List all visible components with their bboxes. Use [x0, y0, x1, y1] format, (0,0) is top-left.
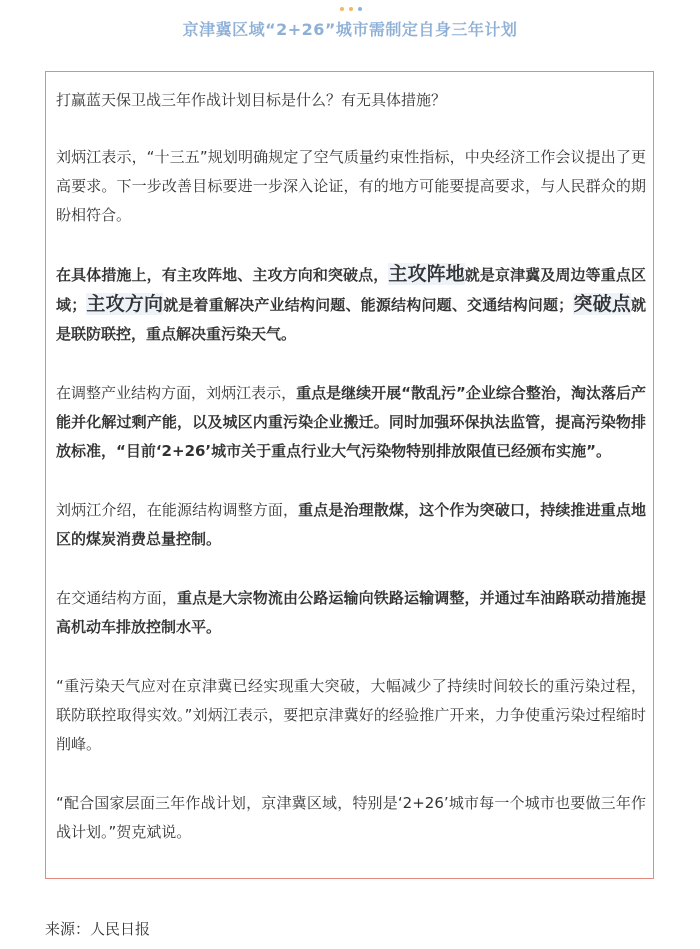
highlight-term: 突破点: [573, 293, 631, 315]
text-span: 就是联防联控，重点解决重污染天气。: [56, 296, 646, 343]
section-title: 京津冀区域“2+26”城市需制定自身三年计划: [182, 20, 518, 39]
dot-icon: [349, 7, 353, 11]
dot-icon: [358, 7, 362, 11]
highlight-term: 主攻阵地: [388, 263, 465, 285]
bold-span: 重点是治理散煤，这个作为突破口，持续推进重点地区的煤炭消费总量控制。: [56, 501, 646, 548]
text-span: 就是着重解决产业结构问题、能源结构问题、交通结构问题；: [163, 296, 574, 314]
text-span: 刘炳江介绍，在能源结构调整方面，: [56, 501, 299, 519]
text-span: 在调整产业结构方面，刘炳江表示，: [56, 384, 297, 402]
text-span: 在具体措施上，有主攻阵地、主攻方向和突破点，: [56, 266, 389, 284]
paragraph-3: [56, 379, 646, 466]
decorative-dots: [340, 6, 362, 12]
text-span: 就是京津冀及周边等重点区域；: [56, 266, 646, 314]
bold-span: 重点是大宗物流由公路运输向铁路运输调整，并通过车油路联动措施提高机动车排放控制水平。: [56, 589, 646, 636]
bold-span: 重点是继续开展“散乱污”企业综合整治，淘汰落后产能并化解过剩产能，以及城区内重污染企业搬迁。同时加强环保执法监管，提高污染物排放标准，“目前‘2+26’城市关于重点行业大气污染物特别排放限值已经颁布实施”。: [56, 384, 646, 460]
dot-icon: [340, 7, 344, 11]
highlight-term: 主攻方向: [86, 293, 164, 315]
paragraph-6: “重污染天气应对在京津冀已经实现重大突破，大幅减少了持续时间较长的重污染过程，联防联控取得实效。”刘炳江表示，要把京津冀好的经验推广开来，力争使重污染过程缩时削峰。: [56, 677, 646, 753]
question-paragraph: 打赢蓝天保卫战三年作战计划目标是什么？有无具体措施？: [56, 91, 447, 109]
text-span: 在交通结构方面，: [56, 589, 178, 607]
source-credit: 来源：人民日报: [45, 920, 151, 938]
paragraph-1: 刘炳江表示，“十三五”规划明确规定了空气质量约束性指标，中央经济工作会议提出了更高要求。下一步改善目标要进一步深入论证，有的地方可能要提高要求，与人民群众的期盼相符合。: [56, 148, 646, 224]
paragraph-4: [56, 496, 646, 554]
paragraph-2: [56, 260, 646, 349]
paragraph-5: [56, 584, 646, 642]
article-body: [56, 86, 646, 877]
paragraph-7: “配合国家层面三年作战计划，京津冀区域，特别是‘2+26’城市每一个城市也要做三年作战计划。”贺克斌说。: [56, 794, 646, 841]
